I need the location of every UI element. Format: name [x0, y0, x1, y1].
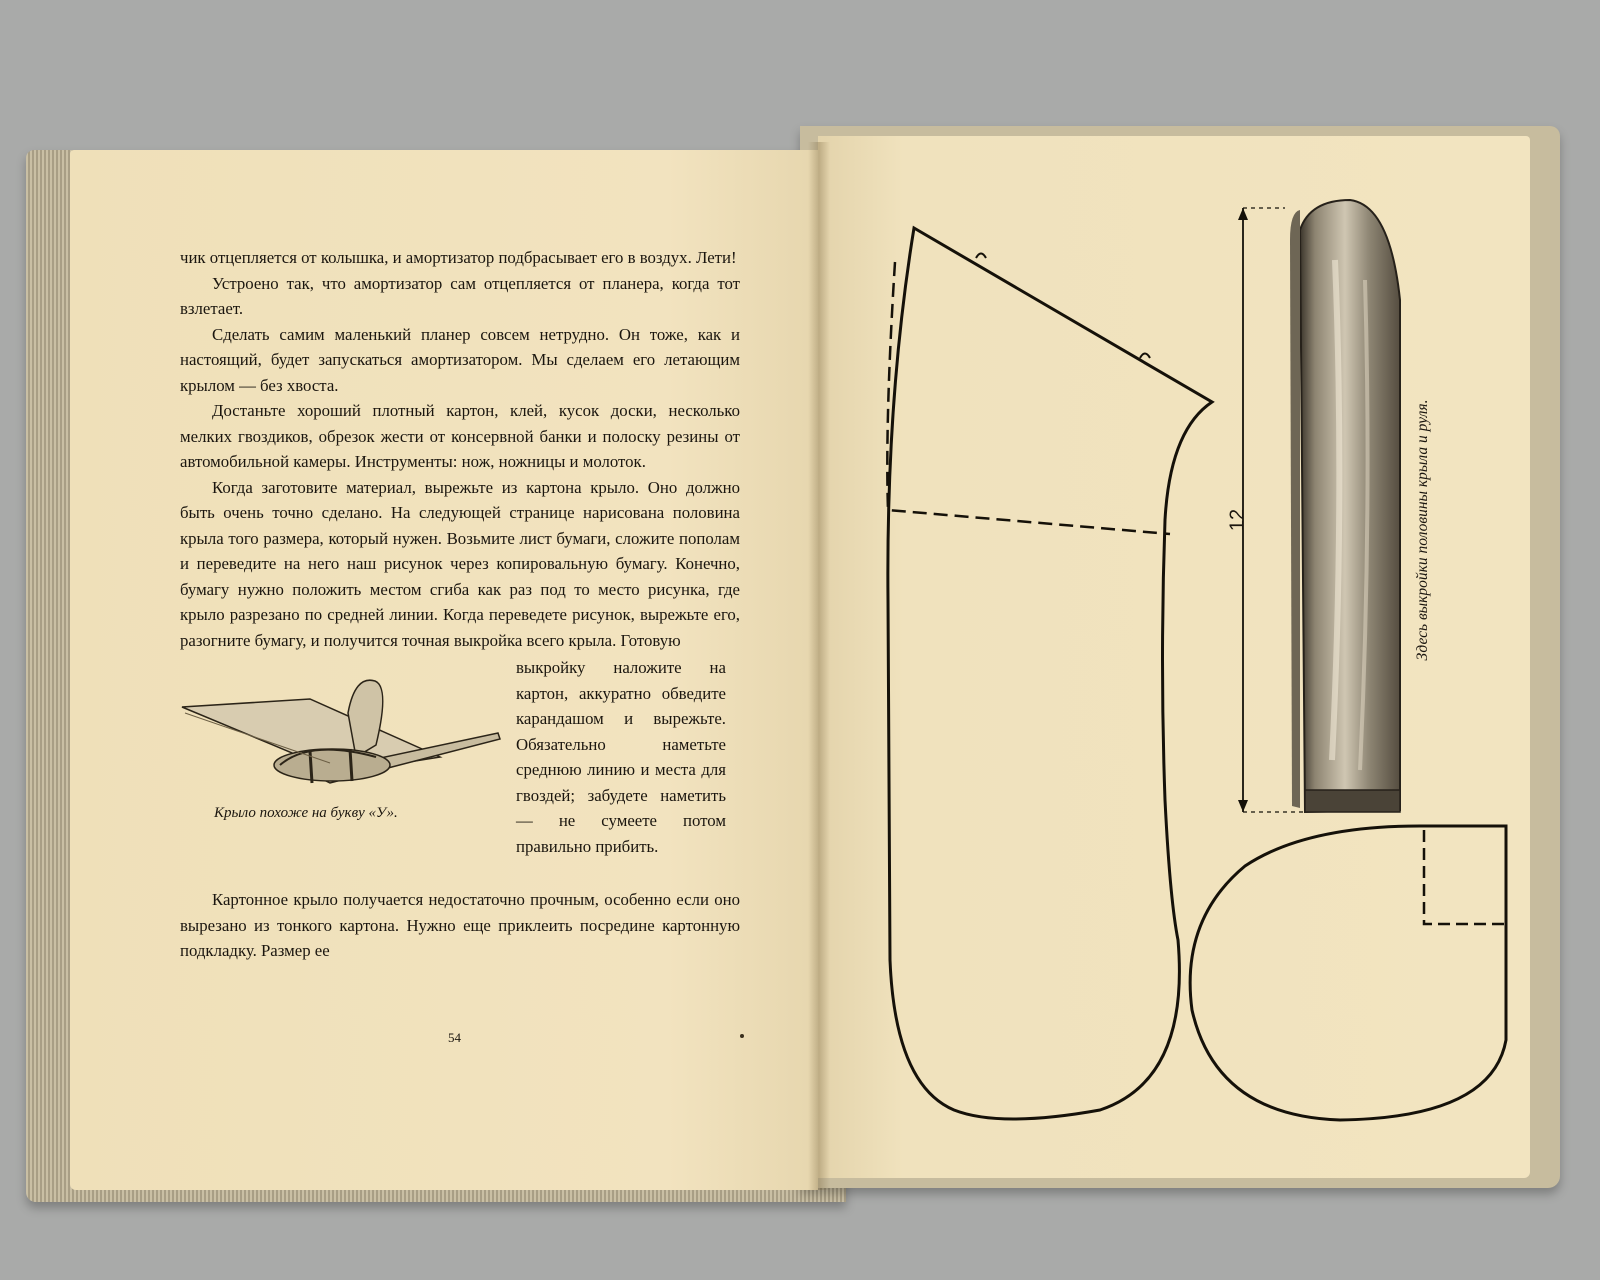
paragraph-2: Устроено так, что амортизатор сам отцепляется от планера, когда тот взлетает. — [180, 273, 740, 318]
figure-row — [180, 655, 740, 887]
paragraph-5: Когда заготовите материал, вырежьте из картона крыло. Оно должно быть очень точно сделано. На следующей странице нарисована половина крыла того размера, который нужен. Возьмите лист бумаги, сложите пополам и переведите на него наш рисунок через копировальную бумагу. Конечно, бумагу нужно положить местом сгиба как раз под то место рисунка, где крыло разрезано по средней линии. Когда переведете рисунок, вырежьте его, разогните бумагу, и получится точная выкройка всего крыла. Готовую — [180, 477, 740, 650]
float-column — [516, 655, 726, 887]
paragraph-after-figure: Картонное крыло получается недостаточно прочным, особенно если оно вырезано из тонкого картона. Нужно еще приклеить посредине картонную подкладку. Размер ее — [180, 890, 740, 960]
page-dot — [740, 1034, 744, 1038]
glider-figure — [180, 655, 510, 887]
float-text: выкройку наложите на картон, аккуратно обведите карандашом и вырежьте. Обязательно наметьте среднюю линию и места для гвоздей; забудете наметить — не сумеете потом правильно прибить. — [516, 658, 726, 856]
paragraph-3: Сделать самим маленький планер совсем нетрудно. Он тоже, как и настоящий, будет запускаться амортизатором. Мы сделаем его летающим крылом — без хвоста. — [180, 324, 740, 395]
left-page-text — [180, 245, 740, 964]
paragraph-4: Достаньте хороший плотный картон, клей, кусок доски, несколько мелких гвоздиков, обрезок жести от консервной банки и полоску резины от автомобильной камеры. Инструменты: нож, ножницы и молоток. — [180, 401, 740, 471]
page-number: 54 — [448, 1030, 461, 1045]
paragraph-1: чик отцепляется от колышка, и амортизатор подбрасывает его в воздух. Лети! — [180, 248, 737, 267]
side-caption: Здесь выкройки половины крыла и руля. — [1414, 399, 1431, 661]
dimension-label: 12 — [1226, 508, 1249, 532]
book-gutter — [808, 142, 830, 1190]
figure-caption: Крыло похоже на букву «У». — [214, 805, 398, 821]
glider-illustration — [180, 679, 510, 809]
